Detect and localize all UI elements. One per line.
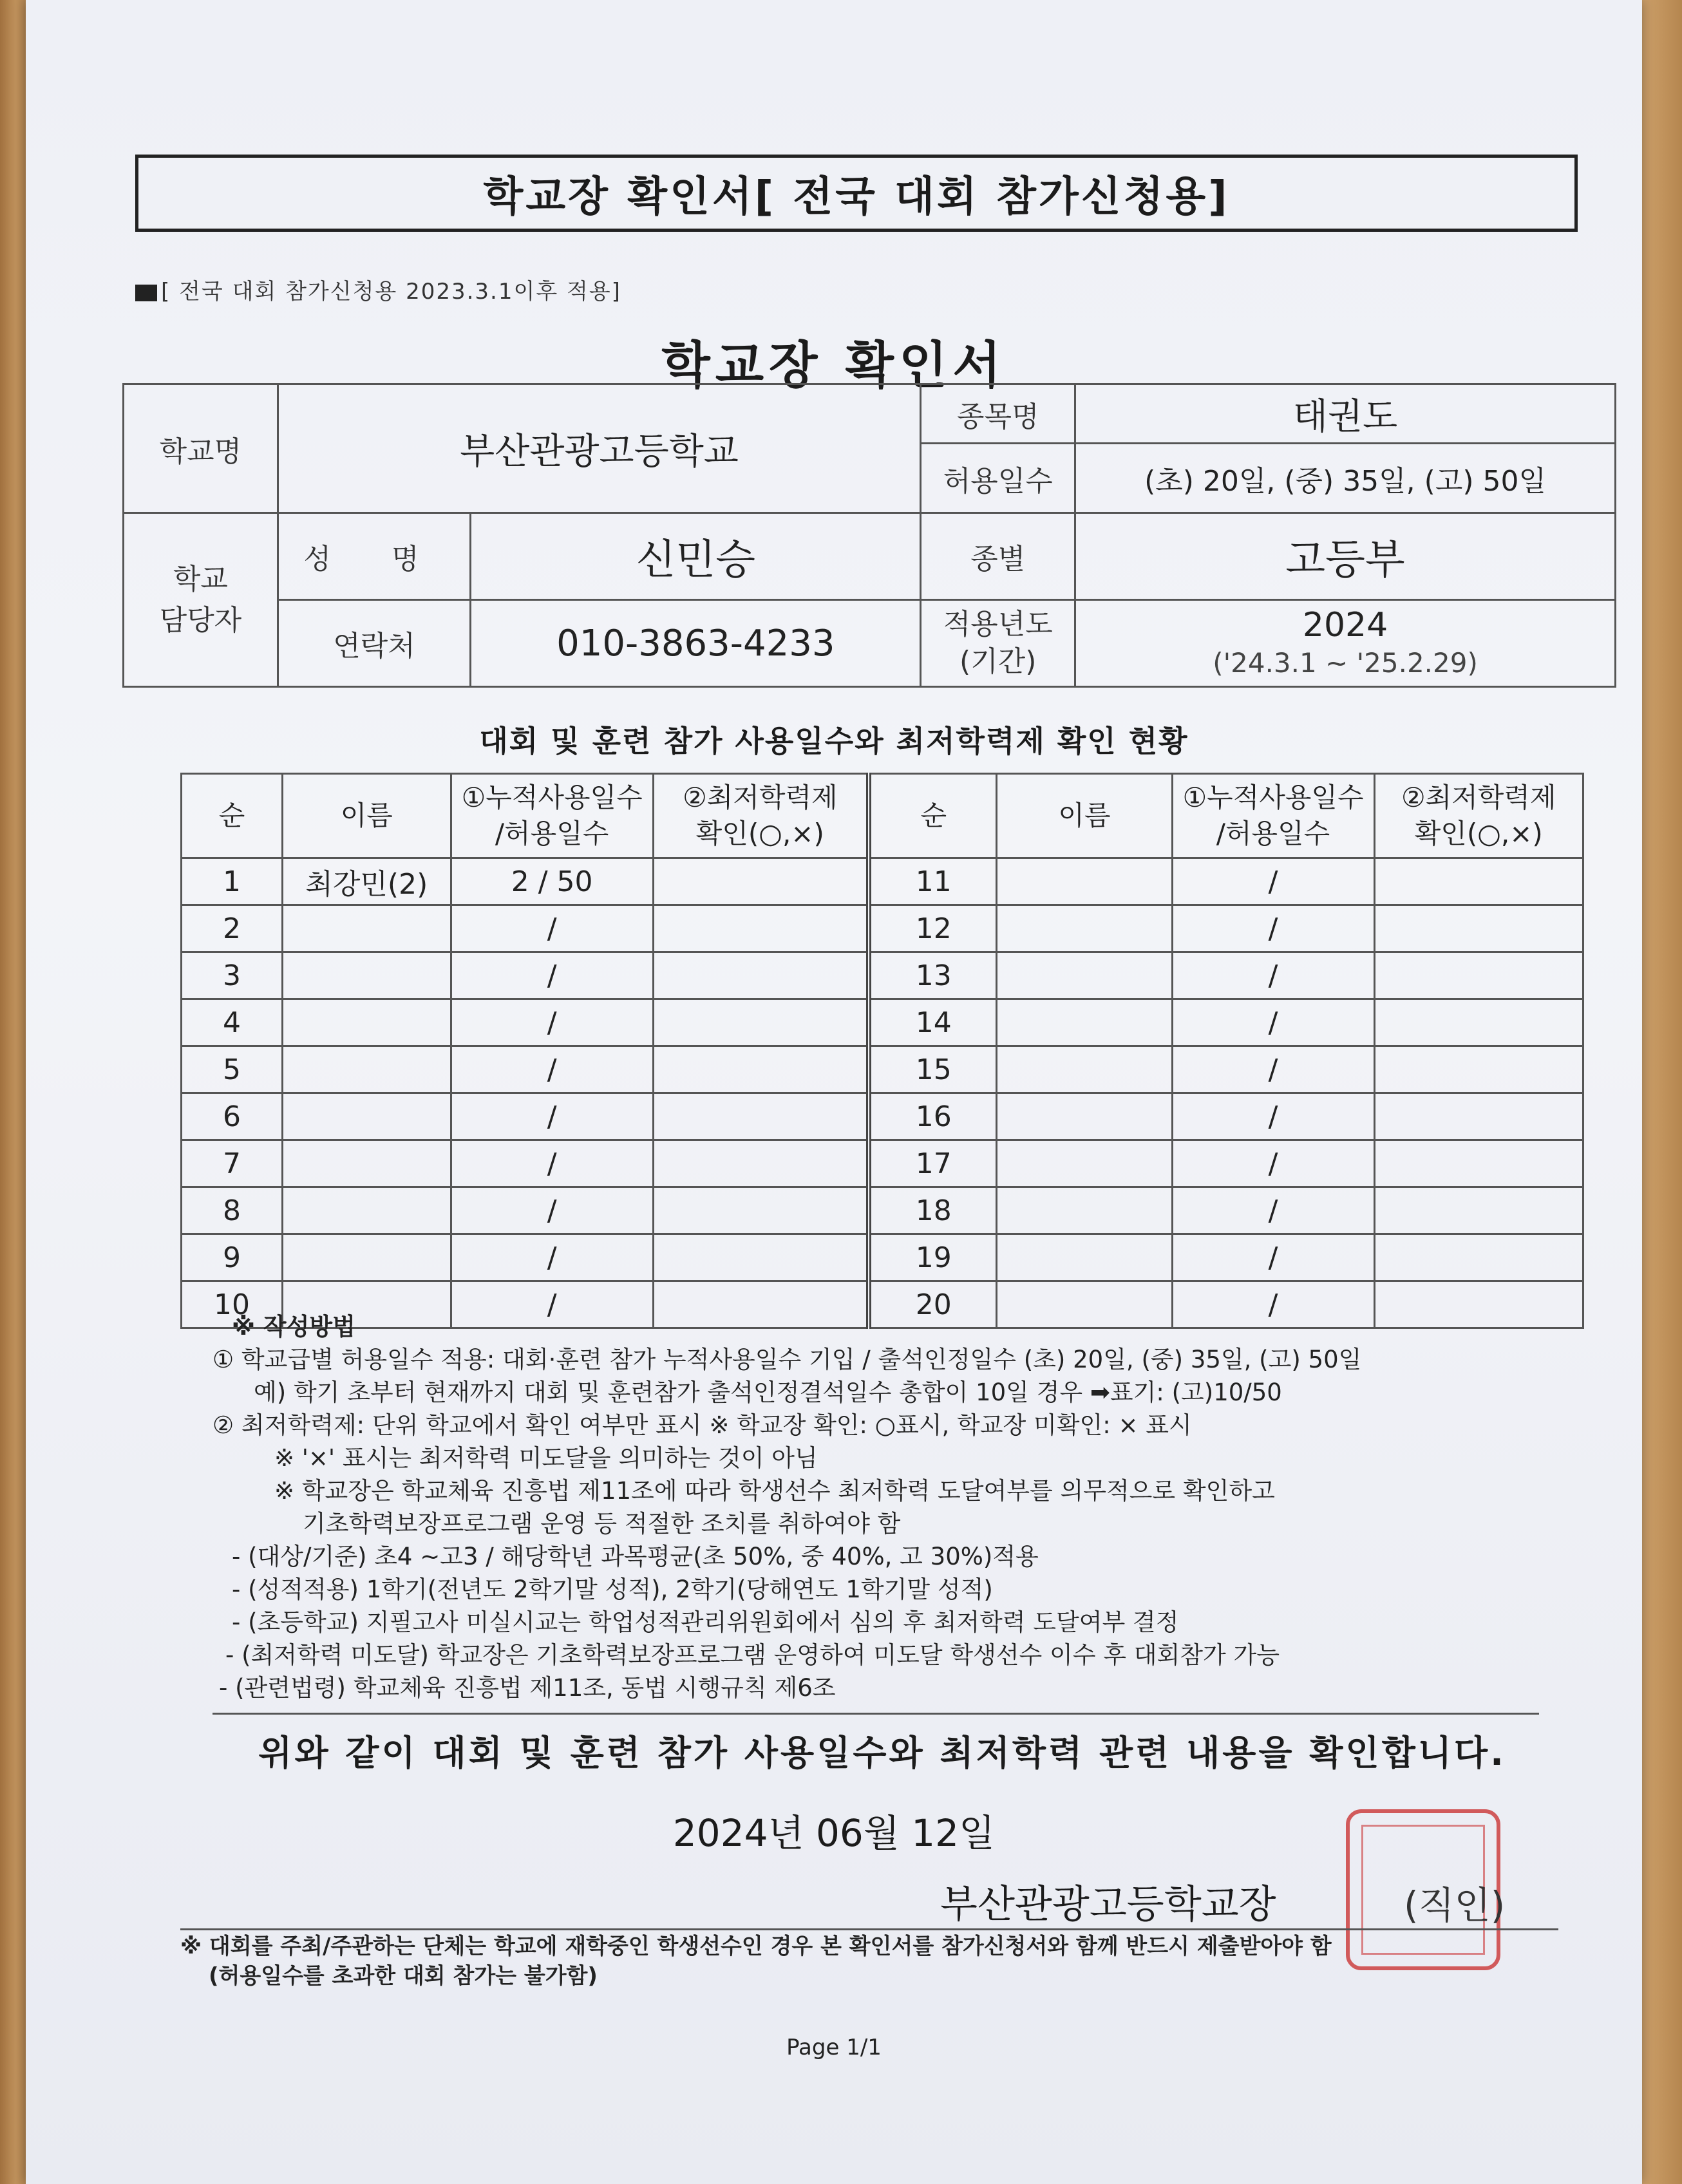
footer-line: (허용일수를 초과한 대회 참가는 불가함) — [209, 1963, 598, 1989]
roster-cell-no: 4 — [182, 999, 283, 1046]
roster-cell-name — [282, 905, 451, 952]
roster-cell-check — [653, 905, 869, 952]
info-table — [122, 383, 1616, 688]
roster-cell-check — [1374, 858, 1583, 905]
roster-cell-no: 12 — [869, 905, 997, 952]
roster-cell-check — [653, 1093, 869, 1140]
roster-cell-check — [653, 1046, 869, 1093]
roster-cell-no: 5 — [182, 1046, 283, 1093]
roster-cell-name — [282, 999, 451, 1046]
roster-cell-name — [997, 999, 1172, 1046]
roster-cell-check — [653, 999, 869, 1046]
page-number: Page 1/1 — [786, 2035, 882, 2060]
roster-cell-days: / — [451, 1234, 653, 1281]
instructions — [213, 1310, 1539, 1704]
roster-cell-name — [997, 1140, 1172, 1187]
roster-cell-name — [997, 1093, 1172, 1140]
roster-cell-no: 10 — [182, 1281, 283, 1328]
roster-cell-check — [1374, 952, 1583, 999]
header-name: 이름 — [997, 774, 1172, 858]
allowed-days-value: (초) 20일, (중) 35일, (고) 50일 — [1075, 444, 1616, 513]
roster-cell-name — [282, 952, 451, 999]
table-row — [182, 999, 1583, 1046]
square-bullet-icon — [135, 285, 157, 301]
table-row — [182, 1046, 1583, 1093]
roster-cell-check — [1374, 1234, 1583, 1281]
header-no: 순 — [869, 774, 997, 858]
roster-cell-name — [997, 1187, 1172, 1234]
contact-person-label: 학교 담당자 — [124, 513, 278, 687]
footer-note — [180, 1932, 1571, 1991]
phone-label: 연락처 — [278, 600, 471, 687]
roster-cell-name: 최강민(2) — [282, 858, 451, 905]
header-days: ①누적사용일수 /허용일수 — [451, 774, 653, 858]
instruction-line: - (최저학력 미도달) 학교장은 기초학력보장프로그램 운영하여 미도달 학생선수 이수 후 대회참가 가능 — [225, 1641, 1280, 1669]
header-check: ②최저학력제 확인(○,×) — [653, 774, 869, 858]
period-value: ('24.3.1 ~ '25.2.29) — [1213, 647, 1478, 679]
roster-cell-no: 6 — [182, 1093, 283, 1140]
table-row — [182, 952, 1583, 999]
roster-cell-days: / — [1172, 1281, 1374, 1328]
roster-cell-no: 19 — [869, 1234, 997, 1281]
roster-cell-days: / — [451, 999, 653, 1046]
table-row — [182, 905, 1583, 952]
roster-cell-days: / — [1172, 1093, 1374, 1140]
roster-cell-check — [1374, 1093, 1583, 1140]
year-value: 2024 — [1302, 606, 1388, 645]
roster-cell-name — [997, 952, 1172, 999]
roster-cell-days: / — [1172, 999, 1374, 1046]
roster-cell-days: / — [451, 952, 653, 999]
table-row — [182, 1187, 1583, 1234]
roster-cell-no: 13 — [869, 952, 997, 999]
roster-cell-no: 7 — [182, 1140, 283, 1187]
document-paper — [26, 0, 1642, 2184]
header-no: 순 — [182, 774, 283, 858]
instruction-line: ※ 학교장은 학교체육 진흥법 제11조에 따라 학생선수 최저학력 도달여부를 의무적으로 확인하고 — [274, 1477, 1275, 1505]
roster-cell-days: / — [1172, 858, 1374, 905]
roster-cell-check — [1374, 905, 1583, 952]
roster-cell-check — [653, 1234, 869, 1281]
roster-cell-no: 11 — [869, 858, 997, 905]
roster-cell-no: 8 — [182, 1187, 283, 1234]
roster-cell-no: 18 — [869, 1187, 997, 1234]
roster-cell-no: 16 — [869, 1093, 997, 1140]
roster-cell-name — [282, 1046, 451, 1093]
roster-cell-check — [1374, 999, 1583, 1046]
table-row — [182, 1093, 1583, 1140]
roster-cell-days: / — [451, 1093, 653, 1140]
roster-cell-days: / — [451, 1140, 653, 1187]
division-label: 종별 — [921, 513, 1075, 600]
roster-table — [180, 773, 1584, 1329]
header-days: ①누적사용일수 /허용일수 — [1172, 774, 1374, 858]
event-value: 태권도 — [1075, 384, 1616, 444]
instruction-line: - (성적적용) 1학기(전년도 2학기말 성적), 2학기(당해연도 1학기말 성적) — [232, 1576, 993, 1603]
roster-cell-check — [653, 952, 869, 999]
roster-cell-name — [997, 1046, 1172, 1093]
title-box-text: 학교장 확인서[ 전국 대회 참가신청용] — [483, 173, 1230, 221]
instruction-line: - (초등학교) 지필고사 미실시교는 학업성적관리위원회에서 심의 후 최저학력 도달여부 결정 — [232, 1608, 1179, 1636]
confirm-statement: 위와 같이 대회 및 훈련 참가 사용일수와 최저학력 관련 내용을 확인합니다. — [258, 1733, 1506, 1773]
header-name: 이름 — [282, 774, 451, 858]
roster-cell-days: / — [451, 905, 653, 952]
roster-cell-name — [997, 1234, 1172, 1281]
roster-cell-check — [653, 858, 869, 905]
roster-cell-name — [282, 1187, 451, 1234]
instruction-line: - (대상/기준) 초4 ~고3 / 해당학년 과목평균(초 50%, 중 40%, 고 30%)적용 — [232, 1543, 1039, 1570]
instruction-line: - (관련법령) 학교체육 진흥법 제11조, 동법 시행규칙 제6조 — [219, 1674, 836, 1702]
roster-cell-check — [653, 1187, 869, 1234]
table-row — [182, 858, 1583, 905]
roster-cell-no: 3 — [182, 952, 283, 999]
roster-cell-check — [1374, 1046, 1583, 1093]
roster-cell-days: / — [1172, 952, 1374, 999]
allowed-days-label: 허용일수 — [921, 444, 1075, 513]
roster-cell-days: / — [451, 1046, 653, 1093]
roster-cell-no: 17 — [869, 1140, 997, 1187]
instruction-line: ※ '×' 표시는 최저학력 미도달을 의미하는 것이 아님 — [274, 1444, 818, 1472]
roster-cell-days: / — [1172, 905, 1374, 952]
year-cell — [1075, 600, 1616, 687]
roster-cell-no: 9 — [182, 1234, 283, 1281]
instruction-line: 예) 학기 초부터 현재까지 대회 및 훈련참가 출석인정결석일수 총합이 10일 경우 ➡표기: (고)10/50 — [254, 1379, 1282, 1406]
roster-cell-days: / — [1172, 1140, 1374, 1187]
table-row — [182, 1234, 1583, 1281]
roster-cell-check — [653, 1140, 869, 1187]
title-box — [135, 155, 1578, 232]
principal-signature: 부산관광고등학교장 — [940, 1882, 1276, 1927]
year-label: 적용년도 (기간) — [921, 600, 1075, 687]
roster-cell-name — [282, 1140, 451, 1187]
instructions-heading: ※ 작성방법 — [232, 1313, 355, 1341]
roster-cell-no: 20 — [869, 1281, 997, 1328]
roster-cell-days: / — [451, 1187, 653, 1234]
roster-cell-name — [282, 1093, 451, 1140]
seal-label: (직인) — [1404, 1883, 1506, 1927]
header-check: ②최저학력제 확인(○,×) — [1374, 774, 1583, 858]
roster-cell-check — [1374, 1187, 1583, 1234]
document-title: 학교장 확인서 — [661, 337, 1006, 395]
school-name-label: 학교명 — [124, 384, 278, 513]
school-name-value: 부산관광고등학교 — [278, 384, 921, 513]
top-note — [135, 274, 621, 305]
roster-cell-no: 2 — [182, 905, 283, 952]
roster-cell-days: / — [1172, 1234, 1374, 1281]
name-value: 신민승 — [471, 513, 921, 600]
phone-value: 010-3863-4233 — [471, 600, 921, 687]
roster-cell-no: 14 — [869, 999, 997, 1046]
roster-cell-days: / — [1172, 1187, 1374, 1234]
instruction-line: 기초학력보장프로그램 운영 등 적절한 조치를 취하여야 함 — [303, 1510, 901, 1538]
roster-cell-name — [997, 858, 1172, 905]
footer-line: ※ 대회를 주최/주관하는 단체는 학교에 재학중인 학생선수인 경우 본 확인서를 참가신청서와 함께 반드시 제출받아야 함 — [180, 1934, 1332, 1959]
roster-cell-check — [1374, 1140, 1583, 1187]
instruction-line: ① 학교급별 허용일수 적용: 대회·훈련 참가 누적사용일수 기입 / 출석인정일수 (초) 20일, (중) 35일, (고) 50일 — [213, 1346, 1362, 1373]
roster-cell-days: 2 / 50 — [451, 858, 653, 905]
event-label: 종목명 — [921, 384, 1075, 444]
divider — [180, 1928, 1558, 1930]
roster-cell-name — [282, 1234, 451, 1281]
issue-date: 2024년 06월 12일 — [672, 1811, 996, 1855]
roster-cell-days: / — [1172, 1046, 1374, 1093]
roster-cell-no: 15 — [869, 1046, 997, 1093]
roster-cell-no: 1 — [182, 858, 283, 905]
roster-cell-days: / — [451, 1281, 653, 1328]
division-value: 고등부 — [1075, 513, 1616, 600]
table-row — [182, 1140, 1583, 1187]
instruction-line: ② 최저학력제: 단위 학교에서 확인 여부만 표시 ※ 학교장 확인: ○표시, 학교장 미확인: × 표시 — [213, 1411, 1192, 1439]
top-note-text: [ 전국 대회 참가신청용 2023.3.1이후 적용] — [161, 279, 621, 305]
roster-cell-name — [997, 905, 1172, 952]
name-label: 성 명 — [278, 513, 471, 600]
section-title: 대회 및 훈련 참가 사용일수와 최저학력제 확인 현황 — [479, 724, 1189, 758]
divider — [213, 1713, 1539, 1715]
